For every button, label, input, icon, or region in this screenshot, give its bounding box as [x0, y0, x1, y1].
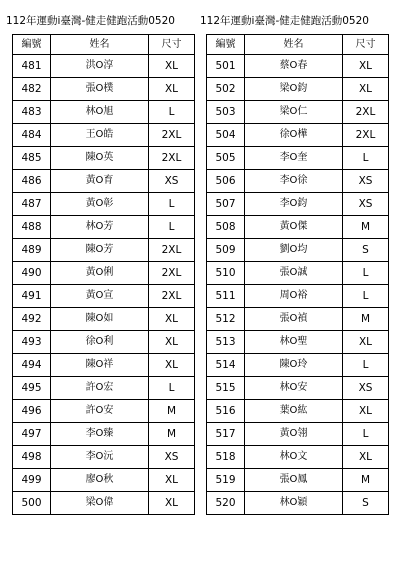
cell-size: XL	[343, 400, 389, 423]
table-row	[207, 101, 389, 124]
table-row	[13, 78, 195, 101]
cell-size: XL	[149, 492, 195, 515]
cell-name: 黃O翎	[245, 423, 343, 446]
cell-number: 481	[13, 55, 51, 78]
cell-number: 495	[13, 377, 51, 400]
cell-number: 508	[207, 216, 245, 239]
cell-number: 483	[13, 101, 51, 124]
cell-number: 510	[207, 262, 245, 285]
name-header: 姓名	[51, 35, 149, 55]
cell-size: 2XL	[149, 147, 195, 170]
table-row	[207, 239, 389, 262]
cell-name: 陳O玲	[245, 354, 343, 377]
cell-name: 李O徐	[245, 170, 343, 193]
cell-number: 493	[13, 331, 51, 354]
right-panel-title: 112年運動i臺灣-健走健跑活動0520	[200, 15, 369, 27]
table-row	[13, 55, 195, 78]
cell-number: 513	[207, 331, 245, 354]
table-row	[13, 216, 195, 239]
cell-name: 陳O英	[51, 147, 149, 170]
cell-number: 512	[207, 308, 245, 331]
cell-name: 梁O鈞	[245, 78, 343, 101]
table-row	[13, 170, 195, 193]
table-row	[207, 147, 389, 170]
cell-number: 496	[13, 400, 51, 423]
cell-number: 485	[13, 147, 51, 170]
cell-size: S	[343, 239, 389, 262]
table-row	[13, 492, 195, 515]
table-row	[13, 285, 195, 308]
cell-size: 2XL	[149, 262, 195, 285]
table-row	[13, 377, 195, 400]
cell-name: 蔡O春	[245, 55, 343, 78]
table-row	[207, 124, 389, 147]
size-header: 尺寸	[343, 35, 389, 55]
cell-name: 周O裕	[245, 285, 343, 308]
cell-number: 500	[13, 492, 51, 515]
cell-name: 黃O宣	[51, 285, 149, 308]
table-row	[13, 101, 195, 124]
cell-name: 張O鳳	[245, 469, 343, 492]
cell-number: 501	[207, 55, 245, 78]
cell-number: 509	[207, 239, 245, 262]
cell-size: L	[149, 101, 195, 124]
cell-size: 2XL	[343, 124, 389, 147]
table-row	[207, 469, 389, 492]
cell-size: XS	[343, 193, 389, 216]
cell-name: 張O禎	[245, 308, 343, 331]
table-row	[207, 400, 389, 423]
table-row	[13, 147, 195, 170]
cell-number: 488	[13, 216, 51, 239]
cell-number: 486	[13, 170, 51, 193]
cell-name: 許O安	[51, 400, 149, 423]
cell-name: 林O旭	[51, 101, 149, 124]
cell-name: 廖O秋	[51, 469, 149, 492]
cell-size: S	[343, 492, 389, 515]
table-row	[207, 285, 389, 308]
cell-size: XL	[343, 446, 389, 469]
cell-number: 520	[207, 492, 245, 515]
table-row	[207, 331, 389, 354]
cell-name: 劉O均	[245, 239, 343, 262]
cell-size: XL	[149, 331, 195, 354]
cell-number: 498	[13, 446, 51, 469]
right-panel	[200, 15, 388, 515]
cell-name: 徐O利	[51, 331, 149, 354]
cell-name: 葉O紘	[245, 400, 343, 423]
table-row	[207, 55, 389, 78]
name-header: 姓名	[245, 35, 343, 55]
table-row	[207, 193, 389, 216]
cell-size: M	[343, 469, 389, 492]
cell-name: 徐O樺	[245, 124, 343, 147]
left-panel-title: 112年運動i臺灣-健走健跑活動0520	[6, 15, 175, 27]
cell-name: 李O鈞	[245, 193, 343, 216]
cell-number: 518	[207, 446, 245, 469]
cell-name: 李O沅	[51, 446, 149, 469]
table-row	[207, 170, 389, 193]
cell-name: 黃O俐	[51, 262, 149, 285]
table-row	[207, 446, 389, 469]
right-roster-table	[206, 34, 389, 515]
cell-size: L	[149, 377, 195, 400]
left-header-row	[13, 35, 195, 55]
cell-size: L	[149, 193, 195, 216]
cell-number: 514	[207, 354, 245, 377]
table-row	[207, 262, 389, 285]
cell-name: 張O誠	[245, 262, 343, 285]
cell-size: XS	[343, 377, 389, 400]
right-header-row	[207, 35, 389, 55]
table-row	[13, 423, 195, 446]
cell-number: 489	[13, 239, 51, 262]
cell-size: 2XL	[149, 124, 195, 147]
number-header: 編號	[13, 35, 51, 55]
cell-name: 林O文	[245, 446, 343, 469]
cell-number: 506	[207, 170, 245, 193]
cell-size: L	[343, 147, 389, 170]
table-row	[13, 308, 195, 331]
table-row	[13, 446, 195, 469]
table-row	[13, 354, 195, 377]
cell-name: 林O聖	[245, 331, 343, 354]
cell-number: 517	[207, 423, 245, 446]
cell-size: L	[343, 354, 389, 377]
cell-name: 洪O淳	[51, 55, 149, 78]
cell-size: M	[343, 216, 389, 239]
cell-name: 王O皓	[51, 124, 149, 147]
cell-name: 梁O偉	[51, 492, 149, 515]
left-table-body	[13, 55, 195, 515]
cell-name: 梁O仁	[245, 101, 343, 124]
cell-number: 497	[13, 423, 51, 446]
cell-number: 482	[13, 78, 51, 101]
cell-number: 516	[207, 400, 245, 423]
cell-size: 2XL	[149, 239, 195, 262]
cell-size: XL	[149, 469, 195, 492]
number-header: 編號	[207, 35, 245, 55]
left-panel	[6, 15, 194, 515]
cell-size: M	[149, 400, 195, 423]
cell-number: 490	[13, 262, 51, 285]
cell-size: 2XL	[149, 285, 195, 308]
right-table-body	[207, 55, 389, 515]
cell-size: XL	[149, 78, 195, 101]
table-row	[13, 469, 195, 492]
cell-name: 黃O傑	[245, 216, 343, 239]
left-roster-table	[12, 34, 195, 515]
cell-size: XL	[149, 308, 195, 331]
table-row	[13, 193, 195, 216]
cell-name: 張O樸	[51, 78, 149, 101]
table-row	[13, 124, 195, 147]
table-row	[207, 308, 389, 331]
table-row	[13, 239, 195, 262]
cell-number: 503	[207, 101, 245, 124]
cell-size: XL	[149, 354, 195, 377]
cell-size: XL	[343, 78, 389, 101]
cell-number: 504	[207, 124, 245, 147]
cell-size: L	[343, 285, 389, 308]
cell-size: L	[343, 423, 389, 446]
table-row	[13, 262, 195, 285]
cell-size: XS	[149, 446, 195, 469]
cell-number: 515	[207, 377, 245, 400]
cell-number: 487	[13, 193, 51, 216]
cell-size: M	[343, 308, 389, 331]
cell-size: XS	[343, 170, 389, 193]
size-header: 尺寸	[149, 35, 195, 55]
table-row	[207, 78, 389, 101]
cell-number: 484	[13, 124, 51, 147]
cell-name: 李O臻	[51, 423, 149, 446]
cell-number: 505	[207, 147, 245, 170]
table-row	[13, 400, 195, 423]
cell-number: 511	[207, 285, 245, 308]
cell-name: 陳O如	[51, 308, 149, 331]
table-row	[13, 331, 195, 354]
cell-number: 494	[13, 354, 51, 377]
cell-size: L	[149, 216, 195, 239]
cell-number: 507	[207, 193, 245, 216]
cell-size: M	[149, 423, 195, 446]
cell-size: XS	[149, 170, 195, 193]
cell-number: 519	[207, 469, 245, 492]
cell-name: 林O穎	[245, 492, 343, 515]
cell-name: 陳O芳	[51, 239, 149, 262]
cell-name: 黃O彰	[51, 193, 149, 216]
cell-name: 林O芳	[51, 216, 149, 239]
table-row	[207, 377, 389, 400]
cell-size: XL	[343, 331, 389, 354]
table-row	[207, 216, 389, 239]
cell-number: 502	[207, 78, 245, 101]
cell-number: 491	[13, 285, 51, 308]
cell-size: L	[343, 262, 389, 285]
table-row	[207, 354, 389, 377]
cell-size: XL	[149, 55, 195, 78]
cell-size: XL	[343, 55, 389, 78]
cell-size: 2XL	[343, 101, 389, 124]
cell-name: 黃O育	[51, 170, 149, 193]
cell-name: 許O宏	[51, 377, 149, 400]
table-row	[207, 423, 389, 446]
cell-number: 499	[13, 469, 51, 492]
table-row	[207, 492, 389, 515]
cell-name: 李O奎	[245, 147, 343, 170]
cell-name: 林O安	[245, 377, 343, 400]
cell-name: 陳O祥	[51, 354, 149, 377]
cell-number: 492	[13, 308, 51, 331]
